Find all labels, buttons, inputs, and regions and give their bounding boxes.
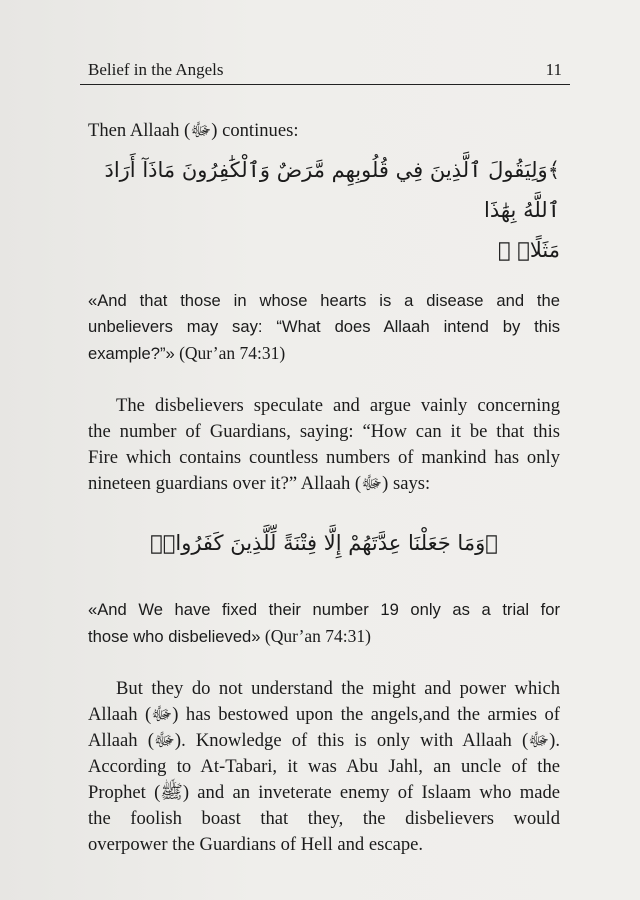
translation-1 bbox=[88, 288, 560, 367]
translation-1-line: unbelievers may say: “What does Allaah intend by this bbox=[88, 317, 560, 336]
paragraph-2 bbox=[88, 676, 560, 858]
translation-1-last-line bbox=[88, 340, 560, 367]
paragraph-2-line: Prophet (ﷺ) and an inveterate enemy of Islaam who made bbox=[88, 782, 560, 803]
paragraph-2-line: But they do not understand the might and power which bbox=[116, 678, 560, 699]
page-number: 11 bbox=[545, 60, 562, 79]
paragraph-1-line: nineteen guardians over it?” Allaah (ﷻ) says: bbox=[88, 473, 431, 494]
arabic-verse-1-line-1: ﴾وَلِيَقُولَ ٱلَّذِينَ فِي قُلُوبِهِم مَّرَضٌ وَٱلْكَٰفِرُونَ مَاذَآ أَرَادَ ٱللَّهُ بِهَٰذَا bbox=[104, 158, 560, 222]
translation-2-line: «And We have fixed their number 19 only as a trial for bbox=[88, 600, 560, 619]
arabic-verse-1-line-2: مَثَلًاۚ ﴿ bbox=[498, 238, 560, 262]
translation-2 bbox=[88, 597, 560, 650]
page-body bbox=[88, 118, 560, 858]
paragraph-2-line: Allaah (ﷻ) has bestowed upon the angels,and the armies of bbox=[88, 704, 561, 725]
translation-2-last-line bbox=[88, 623, 560, 650]
arabic-verse-1 bbox=[88, 150, 560, 270]
paragraph-1-line: Fire which contains countless numbers of mankind has only bbox=[88, 447, 560, 468]
paragraph-1-line: the number of Guardians, saying: “How can it be that this bbox=[88, 421, 560, 442]
paragraph-2-line: overpower the Guardians of Hell and escape. bbox=[88, 834, 424, 855]
translation-2-text: those who disbelieved» bbox=[88, 627, 261, 646]
chapter-title: Belief in the Angels bbox=[88, 60, 224, 79]
quran-reference-1: (Qur’an 74:31) bbox=[174, 343, 286, 363]
arabic-verse-2: ﴾وَمَا جَعَلْنَا عِدَّتَهُمْ إِلَّا فِتْنَةً لِّلَّذِينَ كَفَرُواۚ﴿ bbox=[150, 531, 498, 555]
paragraph-1-line: The disbelievers speculate and argue vainly concerning bbox=[116, 395, 560, 416]
intro-line: Then Allaah (ﷻ) continues: bbox=[88, 120, 299, 141]
quran-reference-2: (Qur’an 74:31) bbox=[260, 626, 371, 646]
paragraph-2-line: Allaah (ﷻ). Knowledge of this is only with Allaah (ﷻ). bbox=[88, 730, 561, 751]
paragraph-2-line: the foolish boast that they, the disbelievers would bbox=[88, 808, 560, 829]
translation-1-text: example?”» bbox=[88, 344, 175, 363]
translation-1-line: «And that those in whose hearts is a disease and the bbox=[88, 291, 560, 310]
running-header bbox=[80, 58, 570, 85]
paragraph-1 bbox=[88, 393, 560, 497]
paragraph-2-line: According to At-Tabari, it was Abu Jahl, an uncle of the bbox=[88, 756, 560, 777]
